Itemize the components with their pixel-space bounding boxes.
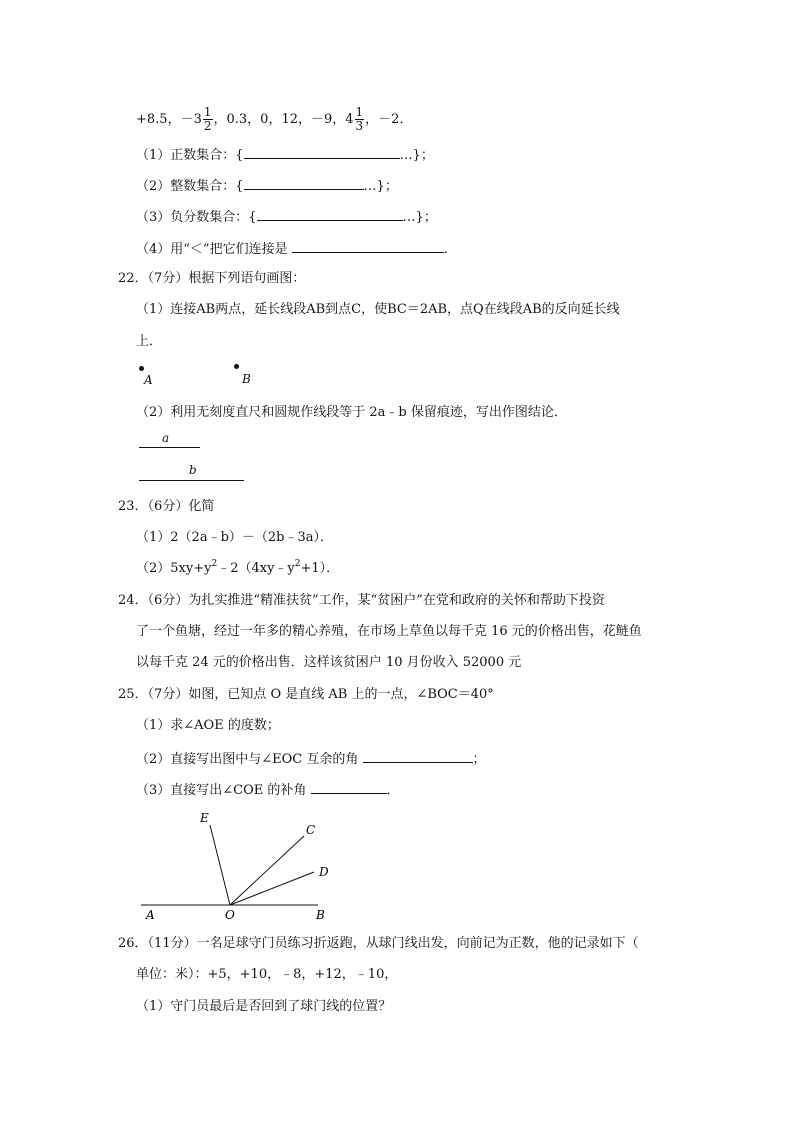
- q22-part1-line2: 上．: [136, 334, 163, 349]
- q23-part2-exponent-2: 2: [294, 559, 301, 569]
- label-b: B: [316, 908, 325, 922]
- label-o: O: [225, 908, 235, 922]
- q21-number-list: ，0.3，0，12，－9，4: [213, 112, 354, 127]
- q23-part2-exponent-1: 2: [211, 559, 218, 569]
- q21-part4: [136, 239, 457, 259]
- label-a: A: [146, 908, 155, 922]
- q21-number-1: +8.5，: [136, 112, 181, 127]
- q21-part2-answer-blank[interactable]: [244, 176, 364, 190]
- q21-part2: [136, 176, 398, 196]
- q25-part3-tail: ．: [386, 783, 400, 798]
- q21-part1-tail: …}；: [399, 148, 434, 163]
- q26-line1: 26．（11分）一名足球守门员练习折返跑，从球门线出发，向前记为正数，他的记录如下（: [118, 936, 639, 951]
- segment-b: [139, 480, 244, 481]
- q24-line3: 以每千克 24 元的价格出售．这样该贫困户 10 月份收入 52000 元: [136, 655, 522, 670]
- q21-number-2-sign: －3: [180, 112, 202, 127]
- q21-part4-tail: ．: [443, 242, 457, 257]
- label-d: D: [319, 865, 329, 879]
- q21-part3: [136, 207, 437, 227]
- q21-fraction-half: $\frac{1}{2}$: [203, 105, 212, 133]
- q22-heading: 22．（7分）根据下列语句画图：: [118, 271, 306, 286]
- q21-number-last: ，－2．: [365, 112, 413, 127]
- q25-part2: [136, 749, 486, 769]
- point-a-label: A: [144, 373, 153, 387]
- q21-part3-label: （3）负分数集合：{: [136, 210, 257, 225]
- q21-part2-tail: …}；: [363, 179, 398, 194]
- q21-part1-answer-blank[interactable]: [244, 145, 400, 159]
- q21-part1: [136, 145, 434, 165]
- label-c: C: [306, 823, 316, 837]
- q25-heading: 25．（7分）如图，已知点 O 是直线 AB 上的一点，∠BOC＝40°: [118, 687, 494, 702]
- segment-a-label: a: [162, 431, 170, 445]
- q23-part2-text-c: +1）．: [300, 561, 340, 576]
- ray-od: [230, 872, 314, 905]
- q25-part2-answer-blank[interactable]: [363, 749, 473, 763]
- ray-oe: [210, 825, 230, 905]
- q26-line2: 单位：米）：+5，+10，﹣8，+12，﹣10，: [136, 967, 398, 982]
- segment-b-label: b: [189, 463, 197, 477]
- q23-heading: 23．（6分）化简: [118, 499, 215, 514]
- q21-fraction-third: $\frac{1}{3}$: [355, 105, 364, 133]
- q21-part2-label: （2）整数集合：{: [136, 179, 244, 194]
- q26-part1: （1）守门员最后是否回到了球门线的位置？: [136, 999, 392, 1014]
- q21-part3-answer-blank[interactable]: [257, 207, 403, 221]
- q21-numbers-line: [136, 106, 412, 136]
- segment-a: [139, 447, 200, 448]
- q25-part3-answer-blank[interactable]: [311, 780, 387, 794]
- q25-part2-label: （2）直接写出图中与∠EOC 互余的角: [136, 752, 363, 767]
- label-e: E: [200, 811, 209, 825]
- q24-line2: 了一个鱼塘，经过一年多的精心养殖，在市场上草鱼以每千克 16 元的价格出售，花鲢鱼: [136, 624, 642, 639]
- q23-part2: [136, 560, 339, 578]
- q21-part4-answer-blank[interactable]: [292, 239, 444, 253]
- q25-part3-label: （3）直接写出∠COE 的补角: [136, 783, 311, 798]
- q25-part3: [136, 780, 400, 800]
- q21-part3-tail: …}；: [402, 210, 437, 225]
- point-a-dot: [139, 366, 144, 371]
- q22-part1-line1: （1）连接AB两点，延长线段AB到点C，使BC＝2AB，点Q在线段AB的反向延长线: [136, 302, 620, 317]
- q24-line1: 24．（6分）为扎实推进“精准扶贫”工作，某“贫困户”在党和政府的关怀和帮助下投资: [118, 593, 605, 608]
- q25-angle-figure: [136, 806, 356, 922]
- q23-part1: （1）2（2a﹣b）－（2b﹣3a）．: [136, 530, 333, 545]
- point-b-label: B: [242, 372, 251, 386]
- q23-part2-text-b: ﹣2（4xy﹣y: [217, 561, 295, 576]
- q25-part1: （1）求∠AOE 的度数；: [136, 718, 280, 733]
- q21-part1-label: （1）正数集合：{: [136, 148, 244, 163]
- q25-part2-tail: ；: [472, 752, 486, 767]
- point-b-dot: [234, 364, 239, 369]
- ray-oc: [230, 836, 304, 905]
- q22-part2: （2）利用无刻度直尺和圆规作线段等于 2a﹣b 保留痕迹，写出作图结论．: [136, 405, 567, 420]
- q21-part4-label: （4）用“＜”把它们连接是: [136, 242, 292, 257]
- q23-part2-text-a: （2）5xy+y: [136, 561, 212, 576]
